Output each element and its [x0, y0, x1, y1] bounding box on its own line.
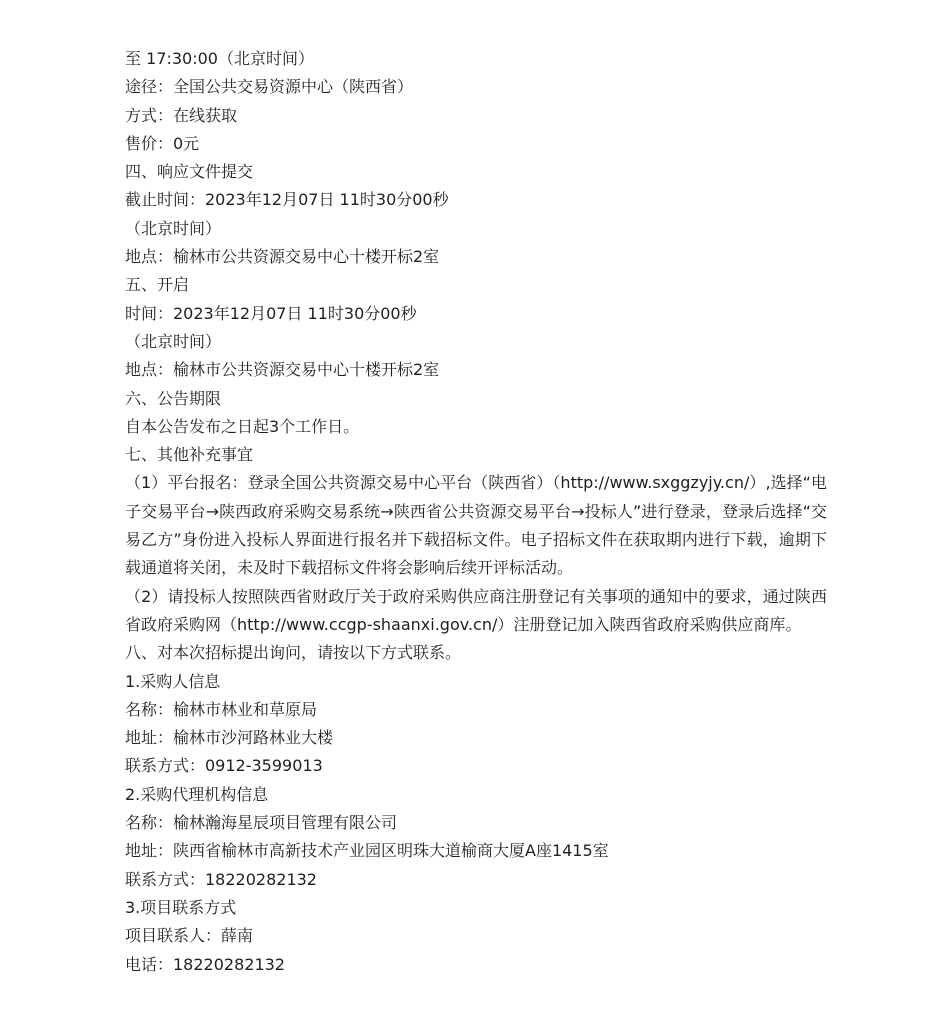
- notice-document: [125, 45, 827, 979]
- agency-address: 地址：陕西省榆林市高新技术产业园区明珠大道榆商大厦A座1415室: [125, 841, 609, 861]
- deadline-time-line: 至 17:30:00（北京时间）: [125, 49, 314, 68]
- supplementary-item-1: （1）平台报名：登录全国公共资源交易中心平台（陕西省）（http://www.sxggzyjy.cn/）,选择“电子交易平台→陕西政府采购交易系统→陕西省公共资源交易平台→投标人”进行登录，登录后选择“交易乙方”身份进入投标人界面进行报名并下载招标文件。电子招标文件在获取期内进行下载，逾期下载通道将关闭，未及时下载招标文件将会影响后续开评标活动。: [125, 473, 827, 578]
- purchaser-phone: 联系方式：0912-3599013: [125, 756, 323, 776]
- submission-deadline: 截止时间：2023年12月07日 11时30分00秒: [125, 190, 449, 210]
- project-contact-phone: 电话：18220282132: [125, 954, 285, 974]
- purchaser-address: 地址：榆林市沙河路林业大楼: [125, 728, 334, 748]
- purchaser-name: 名称：榆林市林业和草原局: [125, 699, 318, 719]
- opening-time: 时间：2023年12月07日 11时30分00秒: [125, 303, 417, 323]
- section-heading-period: 六、公告期限: [125, 388, 222, 408]
- section-heading-supplementary: 七、其他补充事宜: [125, 445, 254, 465]
- section-heading-contact: 八、对本次招标提出询问，请按以下方式联系。: [125, 643, 462, 663]
- acquisition-channel: 途径：全国公共交易资源中心（陕西省）: [125, 77, 414, 97]
- agency-info-heading: 2.采购代理机构信息: [125, 784, 269, 804]
- project-contact-heading: 3.项目联系方式: [125, 897, 237, 917]
- acquisition-method: 方式：在线获取: [125, 105, 238, 125]
- section-heading-submission: 四、响应文件提交: [125, 162, 254, 182]
- agency-phone: 联系方式：18220282132: [125, 869, 317, 889]
- supplementary-item-2: （2）请投标人按照陕西省财政厅关于政府采购供应商注册登记有关事项的通知中的要求，通过陕西省政府采购网（http://www.ccgp-shaanxi.gov.cn/）注册登记加入陕西省政府采购供应商库。: [125, 586, 827, 634]
- price: 售价：0元: [125, 133, 200, 153]
- opening-location: 地点：榆林市公共资源交易中心十楼开标2室: [125, 360, 440, 380]
- agency-name: 名称：榆林瀚海星辰项目管理有限公司: [125, 813, 398, 833]
- purchaser-info-heading: 1.采购人信息: [125, 671, 221, 691]
- submission-timezone: （北京时间）: [125, 218, 222, 238]
- section-heading-opening: 五、开启: [125, 275, 190, 295]
- project-contact-person: 项目联系人：薛南: [125, 926, 254, 946]
- submission-location: 地点：榆林市公共资源交易中心十楼开标2室: [125, 247, 440, 267]
- announcement-period: 自本公告发布之日起3个工作日。: [125, 416, 360, 436]
- opening-timezone: （北京时间）: [125, 331, 222, 351]
